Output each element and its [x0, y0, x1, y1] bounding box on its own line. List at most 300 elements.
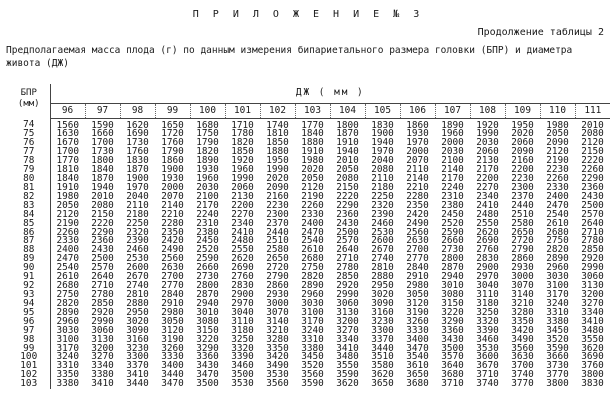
mass-value: 2350 [406, 199, 429, 211]
mass-value: 3440 [161, 369, 184, 381]
mass-value: 2830 [476, 253, 499, 265]
mass-value: 3460 [231, 360, 254, 372]
mass-value: 2260 [56, 226, 80, 238]
mass-value: 2960 [56, 315, 80, 327]
mass-value: 3170 [301, 315, 324, 327]
mass-value: 1940 [336, 146, 359, 158]
mass-value: 3130 [91, 333, 114, 345]
mass-value: 3560 [266, 378, 289, 390]
mass-value: 3740 [476, 378, 499, 390]
mass-value: 2840 [161, 289, 184, 301]
mass-value: 2720 [511, 235, 534, 247]
mass-value: 3150 [196, 324, 219, 336]
mass-value: 3760 [581, 360, 604, 372]
mass-value: 2410 [476, 199, 499, 211]
mass-value: 3290 [196, 342, 219, 354]
mass-value: 3020 [126, 315, 149, 327]
mass-value: 1790 [196, 137, 219, 149]
mass-value: 2420 [406, 208, 429, 220]
mass-value: 1950 [266, 155, 289, 167]
mass-value: 2760 [231, 271, 254, 283]
mass-value: 3170 [546, 289, 569, 301]
mass-value: 1870 [91, 173, 114, 185]
mass-value: 2130 [231, 190, 254, 202]
mass-value: 3440 [126, 378, 149, 390]
mass-value: 3410 [581, 315, 604, 327]
mass-value: 3800 [546, 378, 569, 390]
mass-value: 3270 [336, 324, 359, 336]
mass-value: 2190 [546, 155, 569, 167]
mass-value: 3500 [231, 369, 254, 381]
mass-value: 2480 [231, 235, 254, 247]
mass-value: 2570 [91, 262, 114, 274]
bpr-value: 88 [8, 246, 50, 255]
mass-value: 2570 [581, 208, 604, 220]
mass-value: 2400 [56, 244, 80, 256]
mass-value: 1880 [301, 137, 324, 149]
bpr-value: 81 [8, 184, 50, 193]
mass-value: 3370 [126, 360, 149, 372]
mass-value: 2080 [581, 128, 604, 140]
mass-value: 2670 [126, 271, 149, 283]
mass-value: 2010 [91, 190, 114, 202]
mass-value: 2880 [371, 271, 394, 283]
mass-value: 2840 [406, 262, 429, 274]
mass-value: 3200 [336, 315, 359, 327]
mass-value: 1590 [91, 119, 114, 131]
mass-value: 3410 [126, 369, 149, 381]
mass-value: 3410 [91, 378, 114, 390]
mass-value: 2910 [161, 297, 184, 309]
mass-value: 2820 [56, 297, 80, 309]
mass-value: 2330 [301, 208, 324, 220]
mass-value: 2430 [336, 217, 359, 229]
mass-value: 3650 [406, 369, 429, 381]
mass-value: 3010 [441, 280, 464, 292]
mass-value: 2040 [371, 155, 394, 167]
mass-value: 2360 [91, 235, 114, 247]
mass-value: 2940 [196, 297, 219, 309]
mass-value: 1800 [336, 119, 359, 131]
mass-value: 1980 [546, 119, 569, 131]
mass-value: 2050 [301, 173, 324, 185]
mass-value: 2920 [336, 280, 359, 292]
mass-value: 2970 [231, 297, 254, 309]
mass-value: 3170 [56, 342, 80, 354]
mass-value: 3050 [406, 289, 429, 301]
mass-value: 3190 [161, 333, 184, 345]
bpr-value: 90 [8, 264, 50, 273]
mass-value: 3280 [266, 333, 289, 345]
mass-value: 2390 [371, 208, 394, 220]
mass-value: 2080 [336, 173, 359, 185]
mass-value: 3250 [476, 306, 499, 318]
mass-value: 3600 [476, 351, 499, 363]
mass-value: 2220 [581, 155, 604, 167]
mass-value: 2060 [231, 181, 254, 193]
mass-value: 3500 [196, 378, 219, 390]
mass-value: 1830 [126, 155, 149, 167]
mass-value: 2380 [441, 199, 464, 211]
mass-value: 2920 [91, 306, 114, 318]
mass-value: 2550 [476, 217, 499, 229]
mass-value: 3200 [91, 342, 114, 354]
mass-value: 3120 [406, 297, 429, 309]
mass-value: 2070 [161, 190, 184, 202]
mass-value: 2110 [371, 173, 394, 185]
mass-value: 1890 [441, 119, 464, 131]
mass-value: 2690 [231, 262, 254, 274]
mass-value: 3620 [336, 378, 359, 390]
mass-value: 1810 [266, 128, 289, 140]
mass-value: 2770 [161, 280, 184, 292]
mass-value: 2240 [196, 208, 219, 220]
mass-value: 2750 [301, 262, 324, 274]
mass-value: 3310 [301, 333, 324, 345]
mass-value: 2660 [441, 235, 464, 247]
mass-value: 3330 [161, 351, 184, 363]
mass-value: 2190 [56, 217, 80, 229]
mass-value: 2790 [266, 271, 289, 283]
mass-value: 3110 [231, 315, 254, 327]
table-caption [6, 44, 611, 70]
mass-value: 3700 [511, 360, 534, 372]
mass-value: 2330 [56, 235, 80, 247]
mass-value: 1690 [126, 128, 149, 140]
mass-value: 2680 [546, 226, 569, 238]
mass-value: 2320 [126, 226, 149, 238]
mass-value: 3110 [476, 289, 499, 301]
mass-value: 2410 [231, 226, 254, 238]
mass-value: 3560 [511, 342, 534, 354]
mass-value: 1680 [196, 119, 219, 131]
mass-value: 3150 [441, 297, 464, 309]
mass-value: 2850 [336, 271, 359, 283]
mass-value: 2200 [231, 199, 254, 211]
mass-value: 3250 [231, 333, 254, 345]
mass-value: 2700 [406, 244, 429, 256]
mass-value: 2370 [511, 190, 534, 202]
mass-value: 1910 [56, 181, 80, 193]
mass-value: 2610 [301, 244, 324, 256]
mass-value: 1840 [91, 164, 114, 176]
mass-value: 2460 [126, 244, 149, 256]
mass-value: 3590 [301, 378, 324, 390]
mass-value: 2850 [91, 297, 114, 309]
mass-value: 2870 [196, 289, 219, 301]
mass-value: 2430 [91, 244, 114, 256]
bpr-value: 101 [8, 362, 50, 371]
mass-value: 2870 [441, 262, 464, 274]
bpr-value: 77 [8, 148, 50, 157]
mass-value: 2580 [266, 244, 289, 256]
mass-value: 2530 [371, 226, 394, 238]
mass-value: 1970 [406, 137, 429, 149]
mass-value: 2210 [406, 181, 429, 193]
mass-value: 3100 [301, 306, 324, 318]
mass-value: 1920 [476, 119, 499, 131]
mass-value: 3030 [546, 271, 569, 283]
dzh-column-header: 110 [540, 103, 575, 118]
table-row [8, 380, 610, 389]
mass-value: 3550 [336, 360, 359, 372]
mass-value: 2140 [441, 164, 464, 176]
mass-value: 2630 [406, 235, 429, 247]
mass-value: 1700 [56, 146, 80, 158]
mass-value: 2360 [581, 181, 604, 193]
mass-value: 2120 [301, 181, 324, 193]
mass-value: 2220 [91, 217, 114, 229]
mass-value: 1860 [406, 119, 429, 131]
mass-value: 3000 [511, 271, 534, 283]
mass-value: 3590 [546, 342, 569, 354]
mass-value: 1760 [126, 146, 149, 158]
mass-value: 2880 [126, 297, 149, 309]
mass-value: 2510 [266, 235, 289, 247]
mass-value: 1770 [301, 119, 324, 131]
mass-value: 1770 [56, 155, 80, 167]
mass-value: 3570 [441, 351, 464, 363]
mass-value: 3630 [511, 351, 534, 363]
dzh-column-header: 96 [50, 103, 85, 118]
mass-value: 2780 [91, 289, 114, 301]
mass-value: 1960 [441, 128, 464, 140]
mass-value: 1710 [231, 119, 254, 131]
mass-value: 3160 [371, 306, 394, 318]
bpr-value: 87 [8, 237, 50, 246]
mass-value: 2290 [581, 173, 604, 185]
mass-value: 3740 [511, 369, 534, 381]
mass-value: 2700 [161, 271, 184, 283]
dzh-column-header: 99 [155, 103, 190, 118]
mass-value: 1970 [371, 146, 394, 158]
mass-value: 2460 [371, 217, 394, 229]
mass-value: 3340 [336, 333, 359, 345]
mass-value: 3500 [441, 342, 464, 354]
mass-value: 2020 [511, 128, 534, 140]
mass-value: 2900 [231, 289, 254, 301]
mass-value: 3290 [441, 315, 464, 327]
mass-value: 3190 [406, 306, 429, 318]
mass-value: 2730 [441, 244, 464, 256]
mass-value: 2300 [266, 208, 289, 220]
mass-value: 2190 [301, 190, 324, 202]
mass-value: 2180 [371, 181, 394, 193]
mass-value: 3360 [196, 351, 219, 363]
mass-value: 2290 [336, 199, 359, 211]
mass-value: 3480 [581, 324, 604, 336]
mass-value: 1930 [161, 173, 184, 185]
mass-value: 3140 [266, 315, 289, 327]
mass-value: 3710 [441, 378, 464, 390]
mass-value: 3430 [441, 333, 464, 345]
mass-value: 2080 [91, 199, 114, 211]
mass-value: 2310 [441, 190, 464, 202]
mass-value: 2640 [581, 217, 604, 229]
mass-value: 3550 [581, 333, 604, 345]
mass-value: 3380 [56, 378, 80, 390]
mass-value: 2760 [476, 244, 499, 256]
bpr-value: 75 [8, 130, 50, 139]
mass-value: 2620 [476, 226, 499, 238]
mass-table [8, 84, 610, 389]
mass-value: 1930 [406, 128, 429, 140]
mass-value: 3100 [56, 333, 80, 345]
mass-value: 3520 [546, 333, 569, 345]
mass-value: 2780 [581, 235, 604, 247]
bpr-value: 102 [8, 371, 50, 380]
mass-value: 3680 [441, 369, 464, 381]
mass-value: 2020 [266, 173, 289, 185]
mass-value: 3140 [511, 289, 534, 301]
mass-value: 3240 [301, 324, 324, 336]
mass-value: 2050 [546, 128, 569, 140]
mass-value: 2500 [91, 253, 114, 265]
mass-value: 3620 [581, 342, 604, 354]
mass-value: 2720 [266, 262, 289, 274]
mass-value: 2580 [511, 217, 534, 229]
mass-value: 2000 [441, 137, 464, 149]
bpr-column-header [8, 84, 50, 118]
mass-value: 2280 [406, 190, 429, 202]
mass-value: 3270 [91, 351, 114, 363]
bpr-value: 95 [8, 309, 50, 318]
mass-value: 3710 [476, 369, 499, 381]
mass-value: 2270 [231, 208, 254, 220]
mass-value: 2310 [196, 217, 219, 229]
mass-value: 2960 [546, 262, 569, 274]
mass-value: 3610 [406, 360, 429, 372]
mass-value: 2450 [196, 235, 219, 247]
mass-value: 3130 [581, 280, 604, 292]
mass-value: 2140 [406, 173, 429, 185]
mass-value: 2200 [476, 173, 499, 185]
mass-value: 2590 [196, 253, 219, 265]
mass-value: 3660 [546, 351, 569, 363]
mass-value: 3240 [546, 297, 569, 309]
mass-value: 2980 [161, 306, 184, 318]
mass-value: 2990 [581, 262, 604, 274]
mass-value: 3470 [161, 378, 184, 390]
mass-value: 2230 [546, 164, 569, 176]
mass-value: 1850 [266, 137, 289, 149]
mass-value: 2650 [266, 253, 289, 265]
mass-value: 1920 [231, 155, 254, 167]
mass-value: 2170 [476, 164, 499, 176]
mass-value: 2420 [161, 235, 184, 247]
mass-value: 2950 [371, 280, 394, 292]
mass-value: 1980 [56, 190, 80, 202]
mass-value: 3380 [546, 315, 569, 327]
mass-value: 2960 [301, 289, 324, 301]
mass-value: 1850 [231, 146, 254, 158]
dzh-column-header: 104 [330, 103, 365, 118]
mass-value: 1890 [196, 155, 219, 167]
mass-value: 3770 [511, 378, 534, 390]
mass-value: 3370 [371, 333, 394, 345]
mass-value: 2380 [196, 226, 219, 238]
mass-value: 2250 [371, 190, 394, 202]
mass-value: 2740 [126, 280, 149, 292]
dzh-column-header: 101 [225, 103, 260, 118]
mass-value: 3490 [266, 360, 289, 372]
dzh-column-headers [8, 103, 610, 118]
mass-value: 3160 [126, 333, 149, 345]
mass-value: 2250 [126, 217, 149, 229]
caption-line-2: живота (ДЖ) [6, 58, 69, 69]
mass-value: 1930 [196, 164, 219, 176]
mass-value: 1740 [266, 119, 289, 131]
mass-value: 2850 [581, 244, 604, 256]
mass-value: 3220 [441, 306, 464, 318]
mass-value: 3090 [371, 297, 394, 309]
mass-value: 3270 [581, 297, 604, 309]
mass-value: 2630 [161, 262, 184, 274]
mass-value: 3770 [546, 369, 569, 381]
mass-value: 1620 [126, 119, 149, 131]
mass-value: 3450 [301, 351, 324, 363]
mass-value: 2320 [371, 199, 394, 211]
mass-value: 2170 [196, 199, 219, 211]
mass-value: 1960 [231, 164, 254, 176]
mass-value: 1650 [161, 119, 184, 131]
mass-value: 3390 [231, 351, 254, 363]
mass-value: 2260 [546, 173, 569, 185]
mass-value: 2780 [336, 262, 359, 274]
mass-value: 3320 [231, 342, 254, 354]
mass-value: 2810 [371, 262, 394, 274]
mass-value: 1840 [56, 173, 80, 185]
mass-value: 1830 [371, 119, 394, 131]
mass-value: 2640 [91, 271, 114, 283]
mass-value: 3800 [581, 369, 604, 381]
bpr-value: 78 [8, 157, 50, 166]
mass-value: 3530 [266, 369, 289, 381]
mass-value: 2520 [441, 217, 464, 229]
mass-value: 3440 [371, 342, 394, 354]
dzh-column-header: 97 [85, 103, 120, 118]
mass-value: 3340 [91, 360, 114, 372]
mass-value: 2470 [546, 199, 569, 211]
mass-value: 1940 [91, 181, 114, 193]
bpr-value: 98 [8, 336, 50, 345]
mass-value: 2710 [91, 280, 114, 292]
mass-value: 3050 [161, 315, 184, 327]
mass-value: 3640 [441, 360, 464, 372]
mass-value: 3030 [56, 324, 80, 336]
mass-value: 2990 [336, 289, 359, 301]
mass-value: 2950 [126, 306, 149, 318]
mass-value: 2240 [441, 181, 464, 193]
mass-value: 2050 [56, 199, 80, 211]
mass-value: 1840 [301, 128, 324, 140]
mass-value: 2280 [161, 217, 184, 229]
dzh-column-header: 98 [120, 103, 155, 118]
bpr-value: 96 [8, 318, 50, 327]
dzh-column-header: 103 [295, 103, 330, 118]
mass-value: 3310 [56, 360, 80, 372]
mass-value: 3340 [581, 306, 604, 318]
mass-value: 2670 [371, 244, 394, 256]
mass-value: 1820 [231, 137, 254, 149]
mass-value: 2140 [161, 199, 184, 211]
mass-value: 3410 [336, 342, 359, 354]
mass-value: 2160 [266, 190, 289, 202]
caption-line-1: Предполагаемая масса плода (г) по данным измерения бипариетального размера головки (БПР) и диаметра [6, 45, 573, 56]
mass-value: 2350 [161, 226, 184, 238]
mass-value: 2390 [126, 235, 149, 247]
mass-value: 2710 [336, 253, 359, 265]
